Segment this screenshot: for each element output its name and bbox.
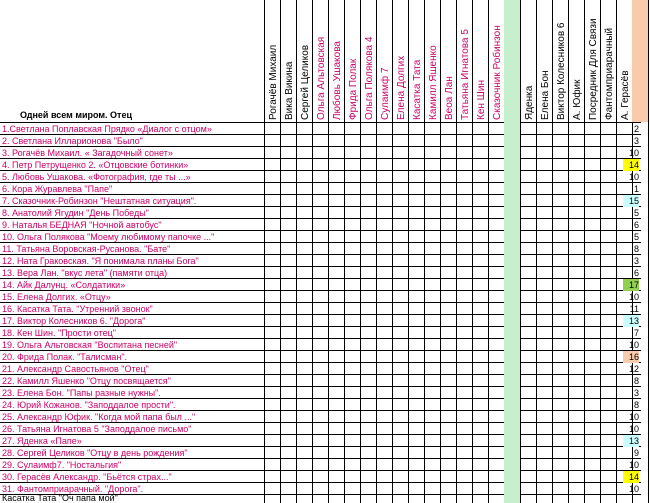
grid-vline	[648, 0, 649, 503]
column-header: Рогачёв Михаил	[268, 44, 279, 120]
table-row-label[interactable]: 22. Камилл Яшенко "Отцу посвящается"	[2, 376, 171, 386]
row-total: 10	[628, 412, 639, 422]
row-total: 10	[628, 460, 639, 470]
table-row-label[interactable]: 2. Светлана Илларионова "Было"	[2, 136, 143, 146]
row-total: 13	[623, 435, 639, 447]
grid-vline	[264, 0, 265, 503]
grid-vline	[440, 0, 441, 503]
grid-vline	[536, 0, 537, 503]
column-header: Сергей Целиков	[300, 44, 311, 120]
table-row-label[interactable]: 27. Яденка «Папе»	[2, 436, 82, 446]
row-total: 3	[633, 388, 639, 398]
column-header: Веоа Лан	[444, 76, 455, 120]
table-row-label[interactable]: 9. Наталья БЕДНАЯ "Ночной автобус"	[2, 220, 162, 230]
table-row-label[interactable]: 29. Сулаимф7. "Ностальгия"	[2, 460, 122, 470]
grid-vline	[296, 0, 297, 503]
grid-vline	[424, 0, 425, 503]
table-row-label[interactable]: 3. Рогачёв Михаил. « Загадочный сонет»	[2, 148, 173, 158]
table-row-label[interactable]: 18. Кен Шин. "Прости отец"	[2, 328, 116, 338]
row-total: 10	[628, 340, 639, 350]
table-row-label[interactable]: 13. Вера Лан. "вкус лета" (памяти отца)	[2, 268, 168, 278]
row-total: 10	[628, 292, 639, 302]
row-total: 5	[633, 208, 639, 218]
row-total: 17	[623, 279, 639, 291]
table-row-label[interactable]: 25. Александр Юфик. "Когда мой папа был ..."	[2, 412, 196, 422]
table-row-label[interactable]: 19. Ольга Альтовская "Воспитана песней"	[2, 340, 178, 350]
row-total: 6	[633, 268, 639, 278]
grid-vline	[616, 0, 617, 503]
column-header: Елена Долгих	[396, 55, 407, 120]
row-total: 6	[633, 220, 639, 230]
total-column-header-bg	[632, 0, 648, 122]
table-row-label[interactable]: 24. Юрий Кожанов. "Заподдалое прости".	[2, 400, 176, 410]
row-total: 3	[633, 256, 639, 266]
row-total: 7	[633, 328, 639, 338]
column-header: Посредник Для Связи	[588, 18, 599, 120]
column-header: Виктор Колесников 6	[556, 22, 567, 120]
table-row-label[interactable]: 4. Петр Петрущенко 2. «Отцовские ботинки»	[2, 160, 189, 170]
column-header: Татьяна Игнатова 5	[460, 29, 471, 120]
row-total: 11	[629, 304, 639, 314]
row-total: 2	[633, 124, 639, 134]
row-total: 10	[628, 148, 639, 158]
grid-vline	[584, 0, 585, 503]
column-header: Касатка Тата	[412, 59, 423, 120]
table-row-label[interactable]: 28. Сергей Целиков "Отцу в день рождения"	[2, 448, 188, 458]
column-header: Сулаимф 7	[380, 67, 391, 120]
column-header: Фантомприарачный	[604, 27, 615, 120]
column-header: Фрида Полак	[348, 58, 359, 120]
table-row-label[interactable]: 6. Кора Журавлева "Папе"	[2, 184, 113, 194]
grid-vline	[600, 0, 601, 503]
row-total: 10	[628, 172, 639, 182]
row-total: 10	[628, 484, 639, 494]
column-header: Яденка	[524, 85, 535, 120]
grid-vline	[392, 0, 393, 503]
grid-vline	[488, 0, 489, 503]
grid-vline	[568, 0, 569, 503]
row-total: 13	[623, 315, 639, 327]
grid-vline	[408, 0, 409, 503]
table-row-label[interactable]: 12. Ната Граковская. "Я понимала планы Бога"	[2, 256, 199, 266]
row-total: 14	[623, 471, 639, 483]
grid-vline	[552, 0, 553, 503]
table-row-label[interactable]: 23. Елена Бон. "Папы разные нужны".	[2, 388, 161, 398]
grid-vline	[456, 0, 457, 503]
table-row-label[interactable]: 10. Ольга Полякова "Моему любимому папочке ..."	[2, 232, 215, 242]
grid-vline	[312, 0, 313, 503]
row-total: 9	[633, 448, 639, 458]
column-header: Любовь Ушакова	[332, 41, 343, 120]
column-header: Ольга Альтовская	[316, 36, 327, 120]
column-header: Сказочник Робинзон	[492, 25, 503, 120]
table-row-label[interactable]: 21. Александр Савостьянов "Отец"	[2, 364, 149, 374]
table-row-label[interactable]: 8. Анатолий Ягудин "День Победы"	[2, 208, 149, 218]
column-header: Вика Викина	[284, 61, 295, 120]
table-row-label[interactable]: 17. Виктор Колесников 6. "Дорога"	[2, 316, 146, 326]
table-row-label[interactable]: 5. Любовь Ушакова. «Фотография, где ты ...»	[2, 172, 191, 182]
row-total: 8	[633, 244, 639, 254]
row-total: 16	[623, 351, 639, 363]
grid-vline	[360, 0, 361, 503]
sheet-title: Одней всем миром. Отец	[20, 110, 132, 120]
table-row-label[interactable]: 1.Светлана Поплавская Прядко «Диалог с отцом»	[2, 124, 212, 134]
table-row-label[interactable]: 7. Сказочник-Робинзон "Нештатная ситуация".	[2, 196, 197, 206]
table-row-label[interactable]: 14. Айк Далунц. «Солдатики»	[2, 280, 126, 290]
grid-vline	[344, 0, 345, 503]
row-total: 8	[633, 400, 639, 410]
column-header: А. Юфик	[572, 79, 583, 120]
column-header: Ольга Полякова 4	[364, 36, 375, 120]
grid-vline	[520, 0, 521, 503]
grid-vline	[472, 0, 473, 503]
grid-vline	[376, 0, 377, 503]
table-row-label[interactable]: 15. Елена Долгих. «Отцу»	[2, 292, 111, 302]
row-total: 8	[633, 376, 639, 386]
row-total: 12	[628, 364, 639, 374]
table-row-label[interactable]: 31. Фантомприарачный. "Дорога".	[2, 484, 144, 494]
table-row-label[interactable]: 30. Герасёв Александр. "Бьётся страх..."	[2, 472, 172, 482]
row-total: 10	[628, 424, 639, 434]
table-row-label[interactable]: 26. Татьяна Игнатова 5 "Заподдалое письмо"	[2, 424, 192, 434]
column-header: А. Герасёв	[620, 70, 631, 120]
column-header: Камилл Яшенко	[428, 45, 439, 120]
row-total: 3	[633, 136, 639, 146]
table-row-label[interactable]: 16. Касатка Тата. "Утренний звонок"	[2, 304, 153, 314]
row-total: 1	[633, 184, 639, 194]
footer-row: Касатка Тата "Оч папа мой"	[2, 493, 118, 503]
column-header: Кен Шин	[476, 80, 487, 120]
grid-vline	[328, 0, 329, 503]
grid-vline	[280, 0, 281, 503]
column-header: Елена Бон	[540, 70, 551, 120]
row-total: 14	[623, 159, 639, 171]
highlight-column-green	[504, 0, 520, 503]
row-total: 15	[623, 195, 639, 207]
table-row-label[interactable]: 11. Татьяна Воровская-Русанова. "Бате"	[2, 244, 171, 254]
row-total: 5	[633, 232, 639, 242]
table-row-label[interactable]: 20. Фрида Полак. "Талисман".	[2, 352, 128, 362]
